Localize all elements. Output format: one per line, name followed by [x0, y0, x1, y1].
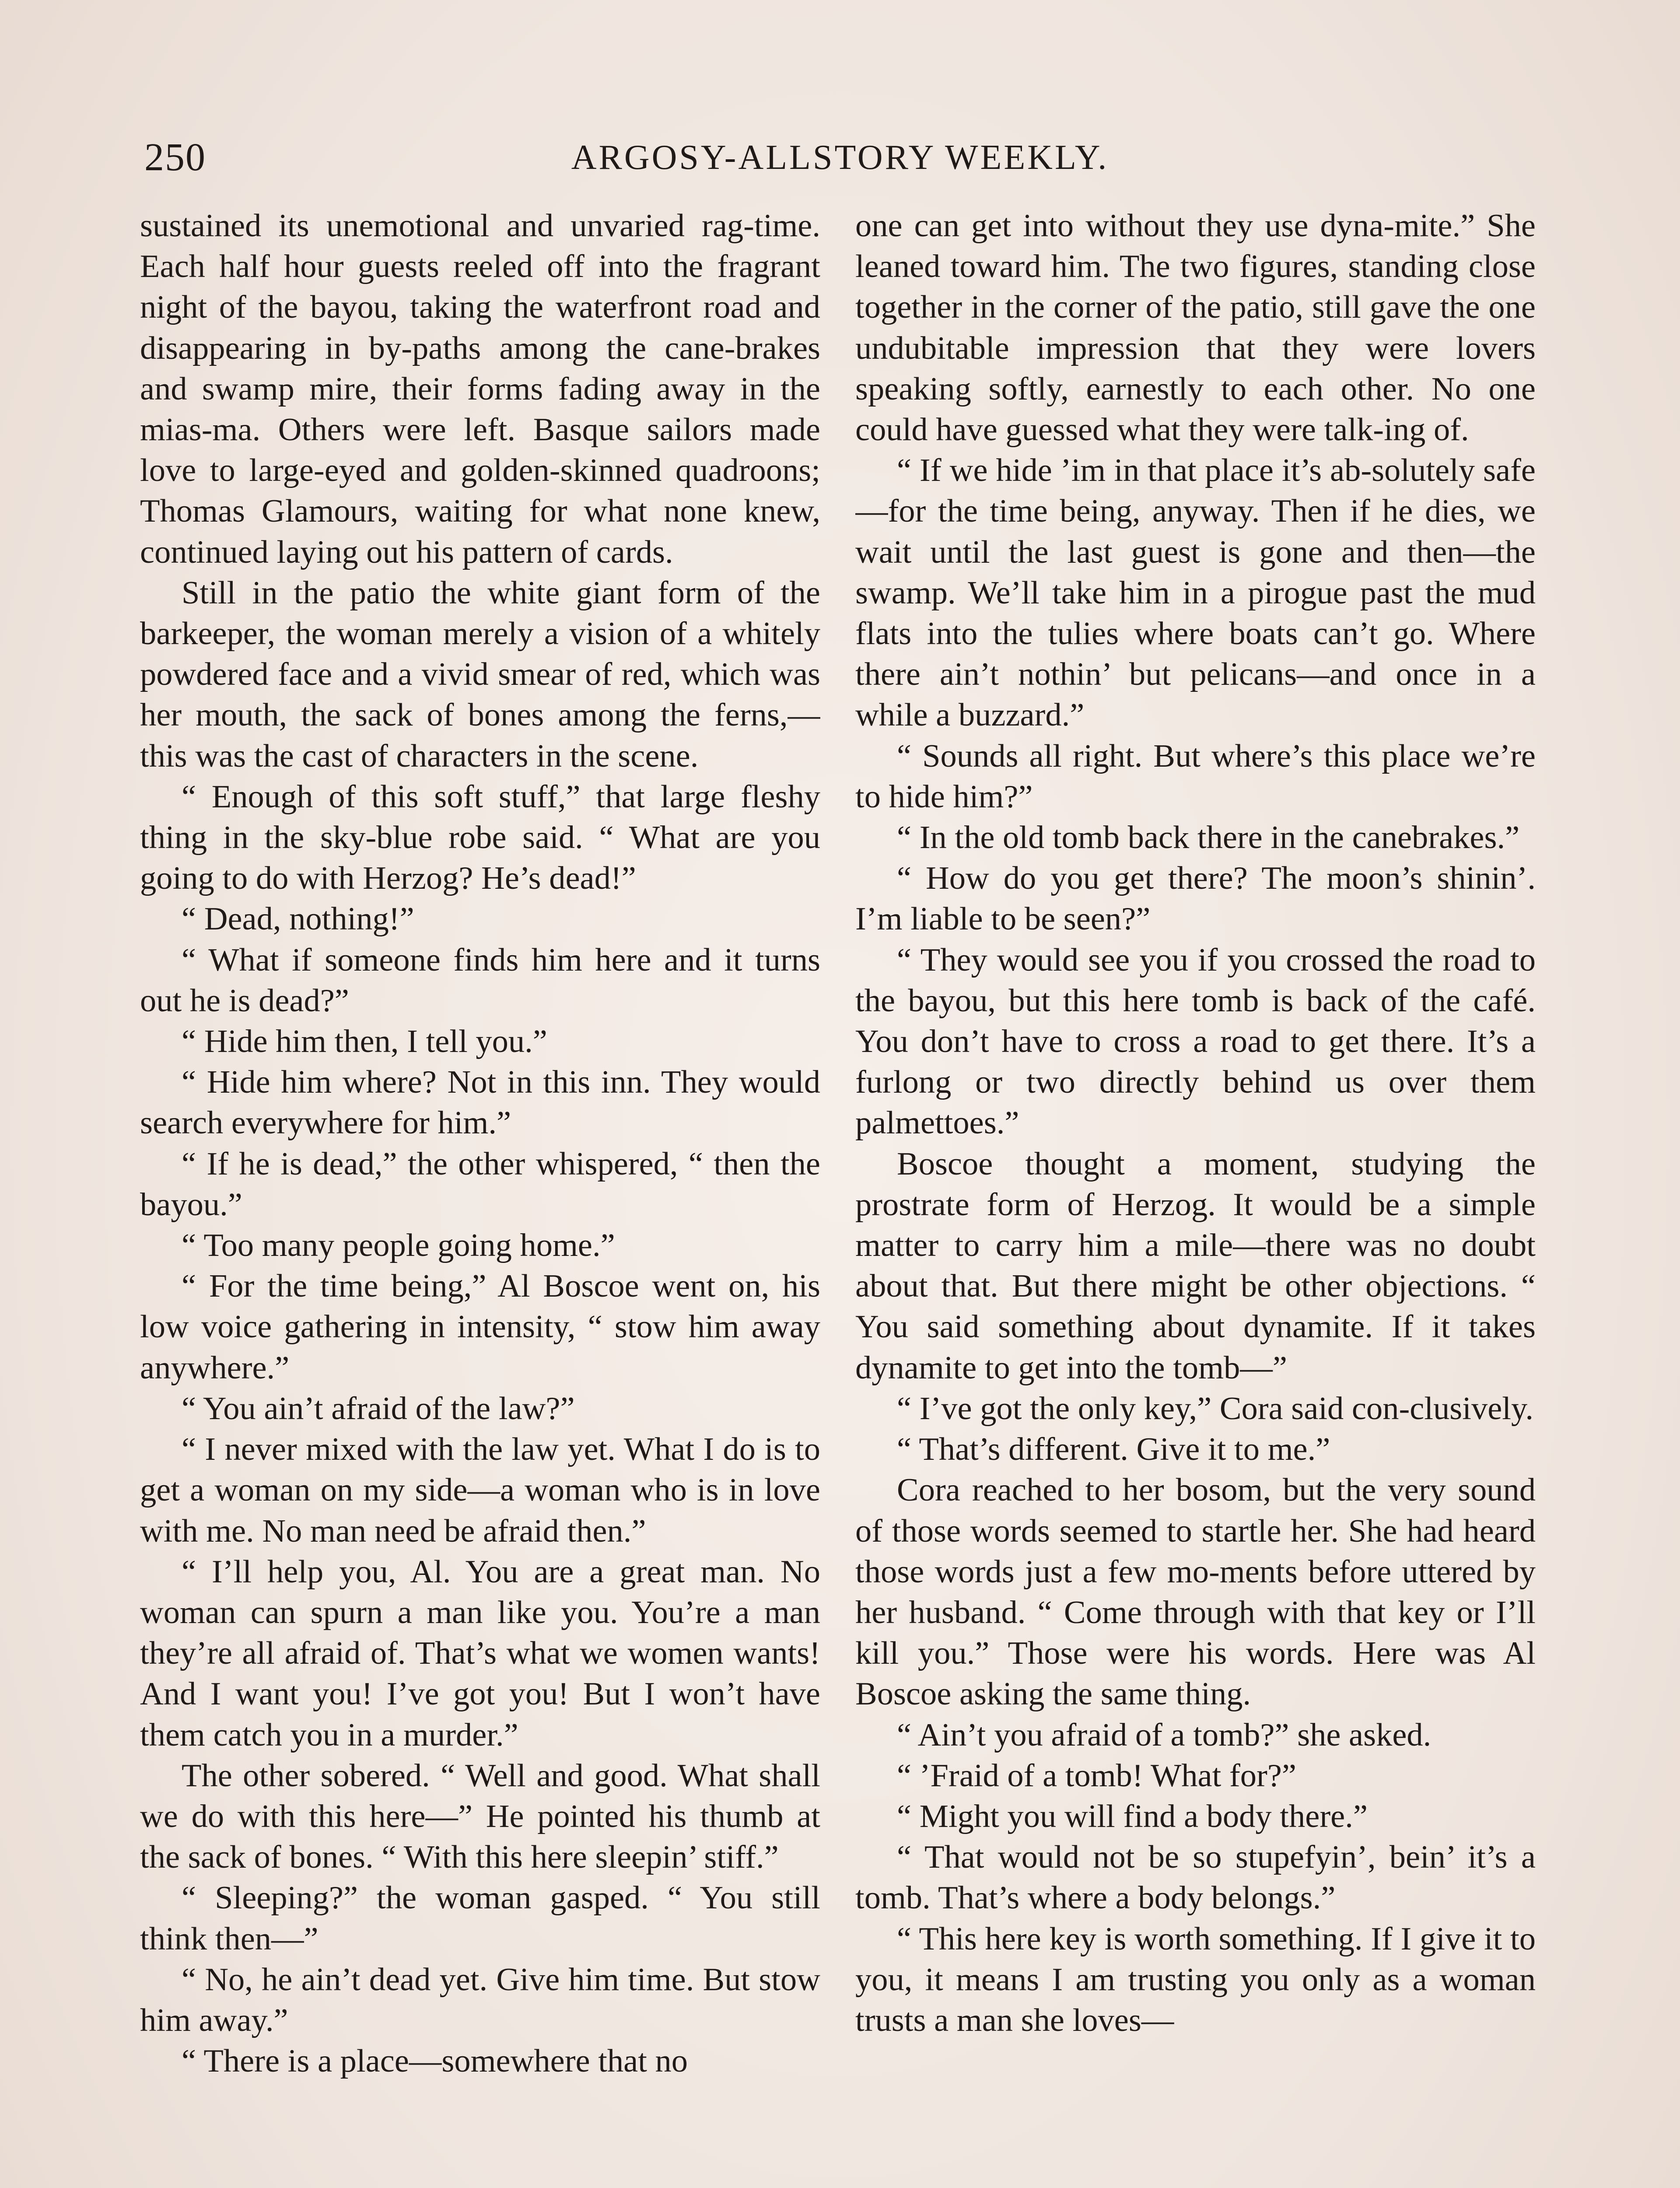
paragraph: “ That’s different. Give it to me.” — [897, 1431, 1330, 1468]
page-number: 250 — [144, 136, 206, 179]
paragraph: Still in the patio the white giant form of the barkeeper, the woman merely a vision of a whitely powdered face and a vivid smear of red, which was her mouth, the sack of bones among the ferns,—this was the cast of characters in the scene. — [140, 575, 820, 774]
paragraph: “ In the old tomb back there in the canebrakes.” — [897, 820, 1520, 856]
paragraph: “ ’Fraid of a tomb! What for?” — [897, 1757, 1296, 1794]
page-header — [144, 127, 1536, 188]
paragraph: “ I’ve got the only key,” Cora said con-clusively. — [897, 1390, 1534, 1427]
paragraph: “ You ain’t afraid of the law?” — [182, 1390, 575, 1427]
paragraph: “ They would see you if you crossed the road to the bayou, but this here tomb is back of the café. You don’t have to cross a road to get there. It’s a furlong or two directly behind us over them palmettoes.” — [855, 942, 1536, 1141]
paragraph: “ If we hide ’im in that place it’s ab-solutely safe—for the time being, anyway. Then if he dies, we wait until the last guest is gone and then—the swamp. We’ll take him in a pirogue past the mud flats into the tulies where boats can’t go. Where there ain’t nothin’ but pelicans—and once in a while a buzzard.” — [855, 452, 1536, 733]
paragraph: Cora reached to her bosom, but the very sound of those words seemed to startle her. She had heard those words just a few mo-ments before uttered by her husband. “ Come through with that key or I’ll kill you.” Those were his words. Here was Al Boscoe asking the same thing. — [855, 1472, 1536, 1712]
paragraph: “ Might you will find a body there.” — [897, 1798, 1368, 1834]
paragraph: “ No, he ain’t dead yet. Give him time. But stow him away.” — [140, 1961, 820, 2038]
paragraph: “ If he is dead,” the other whispered, “ then the bayou.” — [140, 1146, 820, 1223]
right-column — [855, 206, 1536, 2188]
paragraph: “ For the time being,” Al Boscoe went on, his low voice gathering in intensity, “ stow him away anywhere.” — [140, 1268, 820, 1386]
paragraph: “ What if someone finds him here and it turns out he is dead?” — [140, 942, 820, 1019]
paragraph: “ I’ll help you, Al. You are a great man. No woman can spurn a man like you. You’re a man they’re all afraid of. That’s what we women wants! And I want you! I’ve got you! But I won’t have them catch you in a murder.” — [140, 1553, 820, 1753]
paragraph: sustained its unemotional and unvaried rag-time. Each half hour guests reeled off into the fragrant night of the bayou, taking the waterfront road and disappearing in by-paths among the cane-brakes and swamp mire, their forms fading away in the mias-ma. Others were left. Basque sailors made love to large-eyed and golden-skinned quadroons; Thomas Glamours, waiting for what none knew, continued laying out his pattern of cards. — [140, 208, 820, 570]
paragraph: “ That would not be so stupefyin’, bein’ it’s a tomb. That’s where a body belongs.” — [855, 1839, 1536, 1916]
paragraph: “ Ain’t you afraid of a tomb?” she asked. — [897, 1717, 1432, 1753]
paragraph: “ Enough of this soft stuff,” that large fleshy thing in the sky-blue robe said. “ What are you going to do with Herzog? He’s dead!” — [140, 778, 820, 897]
paragraph: “ Dead, nothing!” — [182, 901, 414, 937]
paragraph: “ Hide him then, I tell you.” — [182, 1024, 547, 1060]
running-head: ARGOSY-ALLSTORY WEEKLY. — [571, 138, 1109, 177]
paragraph: “ How do you get there? The moon’s shinin’. I’m liable to be seen?” — [855, 860, 1536, 937]
left-column — [140, 206, 820, 2188]
text-columns — [140, 206, 1536, 2188]
paragraph: “ I never mixed with the law yet. What I do is to get a woman on my side—a woman who is in love with me. No man need be afraid then.” — [140, 1431, 820, 1549]
paragraph: Boscoe thought a moment, studying the prostrate form of Herzog. It would be a simple matter to carry him a mile—there was no doubt about that. But there might be other objections. “ You said something about dynamite. If it takes dynamite to get into the tomb—” — [855, 1146, 1536, 1386]
paragraph: “ Sounds all right. But where’s this place we’re to hide him?” — [855, 738, 1536, 815]
paragraph: “ There is a place—somewhere that no — [182, 2043, 688, 2079]
paragraph: one can get into without they use dyna-mite.” She leaned toward him. The two figures, standing close together in the corner of the patio, still gave the one undubitable impression that they were lovers speaking softly, earnestly to each other. No one could have guessed what they were talk-ing of. — [855, 208, 1536, 448]
paragraph: “ Too many people going home.” — [182, 1227, 615, 1264]
paragraph: “ Sleeping?” the woman gasped. “ You still think then—” — [140, 1880, 820, 1957]
paragraph: “ This here key is worth something. If I give it to you, it means I am trusting you only as a woman trusts a man she loves— — [855, 1921, 1536, 2038]
paragraph: “ Hide him where? Not in this inn. They would search everywhere for him.” — [140, 1064, 820, 1141]
paragraph: The other sobered. “ Well and good. What shall we do with this here—” He pointed his thumb at the sack of bones. “ With this here sleepin’ stiff.” — [140, 1757, 820, 1876]
